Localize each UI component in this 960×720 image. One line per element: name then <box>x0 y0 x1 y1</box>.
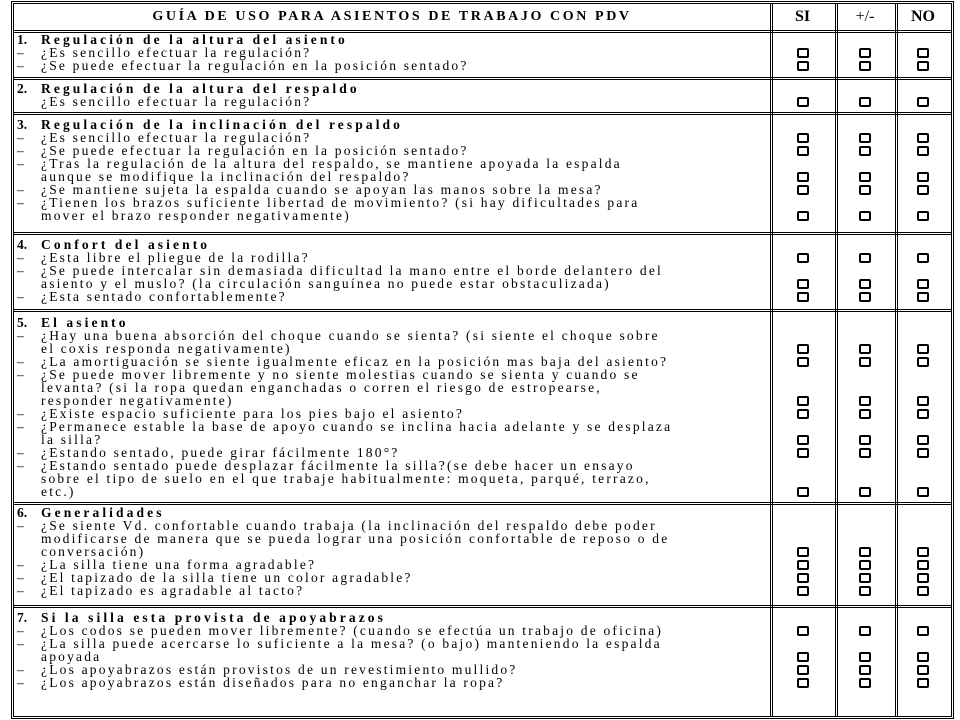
checkbox-no[interactable] <box>917 665 929 675</box>
answer-cell-si <box>770 433 835 446</box>
checkbox-mid[interactable] <box>859 97 871 107</box>
checkbox-si[interactable] <box>797 97 809 107</box>
answer-cell-no <box>895 676 951 689</box>
answer-cell-si <box>770 59 835 72</box>
question-row <box>14 59 951 72</box>
question-line-text: ¿Se mantiene sujeta la espalda cuando se apoyan las manos sobre la mesa? <box>41 182 603 197</box>
dash-bullet: – <box>17 518 24 533</box>
checkbox-no[interactable] <box>917 61 929 71</box>
answer-cell-no <box>895 277 951 290</box>
checkbox-no[interactable] <box>917 547 929 557</box>
answer-cell-mid <box>835 650 895 663</box>
answer-cell-no <box>895 59 951 72</box>
answer-cell-mid <box>835 446 895 459</box>
answer-cell-no <box>895 342 951 355</box>
question-line <box>14 290 770 303</box>
question-text <box>14 637 770 663</box>
section-title: Confort del asiento <box>41 237 211 252</box>
dash-bullet: – <box>17 445 24 460</box>
question-line-text: ¿Los apoyabrazos están diseñados para no enganchar la ropa? <box>41 675 505 690</box>
column-divider <box>895 4 898 716</box>
section-title: Regulación de la altura del respaldo <box>41 81 360 96</box>
question-text <box>14 290 770 303</box>
question-line-text: modificarse de manera que se pueda lograr una posición confortable de reposo o de <box>41 531 670 546</box>
question-text <box>14 264 770 290</box>
checkbox-no[interactable] <box>917 279 929 289</box>
question-text <box>14 157 770 183</box>
question-line-text: ¿Permanece estable la base de apoyo cuando se inclina hacia adelante y se desplaza <box>41 419 673 434</box>
answer-cell-mid <box>835 95 895 108</box>
section-number: 2. <box>17 81 28 96</box>
checkbox-no[interactable] <box>917 586 929 596</box>
section-number: 6. <box>17 505 28 520</box>
answer-cell-si <box>770 407 835 420</box>
checkbox-no[interactable] <box>917 172 929 182</box>
checkbox-mid[interactable] <box>859 48 871 58</box>
answer-cell-si <box>770 584 835 597</box>
dash-bullet: – <box>17 636 24 651</box>
checkbox-no[interactable] <box>917 48 929 58</box>
checkbox-si[interactable] <box>797 678 809 688</box>
answer-cell-si <box>770 46 835 59</box>
checkbox-mid[interactable] <box>859 146 871 156</box>
checkbox-mid[interactable] <box>859 185 871 195</box>
answer-cell-mid <box>835 485 895 498</box>
column-divider <box>835 4 838 716</box>
answer-cell-mid <box>835 183 895 196</box>
question-line-text: etc.) <box>41 484 76 499</box>
question-line-text: ¿La silla tiene una forma agradable? <box>41 557 317 572</box>
question-text <box>14 368 770 407</box>
checkbox-si[interactable] <box>797 133 809 143</box>
checkbox-mid[interactable] <box>859 487 871 497</box>
answer-cell-no <box>895 446 951 459</box>
answer-cell-mid <box>835 46 895 59</box>
answer-cell-mid <box>835 290 895 303</box>
question-line-text: ¿Se siente Vd. confortable cuando trabaja (la inclinación del respaldo debe poder <box>41 518 657 533</box>
checkbox-si[interactable] <box>797 487 809 497</box>
answer-cell-no <box>895 251 951 264</box>
checkbox-no[interactable] <box>917 448 929 458</box>
dash-bullet: – <box>17 130 24 145</box>
checkbox-no[interactable] <box>917 133 929 143</box>
section-number: 7. <box>17 610 28 625</box>
question-line <box>14 676 770 689</box>
dash-bullet: – <box>17 557 24 572</box>
question-line-text: asiento y el muslo? (la circulación sanguínea no puede estar obstaculizada) <box>41 276 611 291</box>
checkbox-mid[interactable] <box>859 211 871 221</box>
answer-cell-si <box>770 290 835 303</box>
checkbox-mid[interactable] <box>859 652 871 662</box>
answer-cell-mid <box>835 170 895 183</box>
checkbox-mid[interactable] <box>859 586 871 596</box>
question-row <box>14 584 951 597</box>
checkbox-si[interactable] <box>797 448 809 458</box>
question-row <box>14 368 951 407</box>
answer-cell-no <box>895 46 951 59</box>
section-1 <box>14 33 951 80</box>
checkbox-si[interactable] <box>797 586 809 596</box>
checkbox-si[interactable] <box>797 547 809 557</box>
column-header-mid: +/- <box>855 8 875 25</box>
answer-cell-mid <box>835 59 895 72</box>
dash-bullet: – <box>17 328 24 343</box>
answer-cell-si <box>770 355 835 368</box>
checkbox-mid[interactable] <box>859 344 871 354</box>
answer-cell-mid <box>835 584 895 597</box>
answer-cell-no <box>895 95 951 108</box>
dash-bullet: – <box>17 419 24 434</box>
answer-cell-no <box>895 545 951 558</box>
question-line-text: ¿Se puede efectuar la regulación en la posición sentado? <box>41 58 469 73</box>
answer-cell-mid <box>835 251 895 264</box>
checkbox-no[interactable] <box>917 185 929 195</box>
answer-cell-no <box>895 624 951 637</box>
checkbox-si[interactable] <box>797 626 809 636</box>
dash-bullet: – <box>17 367 24 382</box>
answer-cell-si <box>770 170 835 183</box>
answer-cell-no <box>895 584 951 597</box>
section-4 <box>14 235 951 312</box>
question-line-text: ¿Es sencillo efectuar la regulación? <box>41 45 312 60</box>
question-row <box>14 459 951 498</box>
question-line-text: ¿Se puede efectuar la regulación en la posición sentado? <box>41 143 469 158</box>
question-text <box>14 519 770 558</box>
question-line-text: levanta? (si la ropa quedan enganchadas o corren el riesgo de estropearse, <box>41 380 602 395</box>
checkbox-no[interactable] <box>917 292 929 302</box>
section-7 <box>14 608 951 716</box>
checkbox-mid[interactable] <box>859 547 871 557</box>
form-title: GUÍA DE USO PARA ASIENTOS DE TRABAJO CON PDV <box>152 9 632 24</box>
checkbox-mid[interactable] <box>859 253 871 263</box>
question-line-text: ¿Existe espacio suficiente para los pies bajo el asiento? <box>41 406 465 421</box>
question-text <box>14 95 770 108</box>
line-indent <box>17 485 41 498</box>
answer-cell-mid <box>835 663 895 676</box>
question-line-text: ¿Esta sentado confortablemente? <box>41 289 287 304</box>
checkbox-si[interactable] <box>797 279 809 289</box>
question-text <box>14 676 770 689</box>
question-line-text: ¿Es sencillo efectuar la regulación? <box>41 130 312 145</box>
checkbox-si[interactable] <box>797 253 809 263</box>
checkbox-si[interactable] <box>797 61 809 71</box>
answer-cell-no <box>895 663 951 676</box>
dash-bullet: – <box>17 675 24 690</box>
answer-cell-mid <box>835 676 895 689</box>
answer-cell-si <box>770 545 835 558</box>
answer-cell-si <box>770 485 835 498</box>
question-line-text: ¿Se puede mover libremente y no siente molestias cuando se sienta y cuando se <box>41 367 640 382</box>
answer-cell-mid <box>835 131 895 144</box>
answer-cell-si <box>770 663 835 676</box>
answer-cell-mid <box>835 342 895 355</box>
dash-bullet: – <box>17 406 24 421</box>
answer-cell-no <box>895 433 951 446</box>
answer-cell-mid <box>835 433 895 446</box>
question-line-text: aunque se modifique la inclinación del respaldo? <box>41 169 411 184</box>
answer-cell-mid <box>835 545 895 558</box>
question-line-text: ¿Los apoyabrazos están provistos de un revestimiento mullido? <box>41 662 518 677</box>
dash-bullet: – <box>17 583 24 598</box>
question-line <box>14 584 770 597</box>
answer-cell-mid <box>835 355 895 368</box>
question-line-text: ¿La silla puede acercarse lo suficiente a la mesa? (o bajo) manteniendo la espalda <box>41 636 662 651</box>
section-number: 1. <box>17 33 28 47</box>
line-indent <box>17 209 41 222</box>
checkbox-no[interactable] <box>917 97 929 107</box>
checkbox-si[interactable] <box>797 560 809 570</box>
checklist-body <box>14 33 951 716</box>
answer-cell-no <box>895 650 951 663</box>
answer-cell-no <box>895 571 951 584</box>
line-indent <box>17 532 41 545</box>
question-line <box>14 485 770 498</box>
checkbox-mid[interactable] <box>859 133 871 143</box>
dash-bullet: – <box>17 58 24 73</box>
answer-cell-si <box>770 394 835 407</box>
question-row <box>14 196 951 222</box>
checkbox-mid[interactable] <box>859 396 871 406</box>
column-header-si: SI <box>794 8 811 25</box>
section-2 <box>14 80 951 115</box>
question-line-text: ¿Tras la regulación de la altura del respaldo, se mantiene apoyada la espalda <box>41 156 622 171</box>
answer-cell-mid <box>835 394 895 407</box>
checkbox-mid[interactable] <box>859 665 871 675</box>
checkbox-no[interactable] <box>917 487 929 497</box>
question-text <box>14 196 770 222</box>
question-row <box>14 290 951 303</box>
question-line-text: ¿Tienen los brazos suficiente libertad de movimiento? (si hay dificultades para <box>41 195 640 210</box>
checkbox-mid[interactable] <box>859 409 871 419</box>
checkbox-mid[interactable] <box>859 448 871 458</box>
answer-cell-no <box>895 209 951 222</box>
question-row <box>14 95 951 108</box>
section-6 <box>14 505 951 608</box>
answer-cell-no <box>895 170 951 183</box>
section-number: 5. <box>17 315 28 330</box>
checkbox-mid[interactable] <box>859 560 871 570</box>
question-text <box>14 420 770 446</box>
question-line <box>14 59 770 72</box>
checkbox-mid[interactable] <box>859 435 871 445</box>
checkbox-si[interactable] <box>797 409 809 419</box>
dash-bullet: – <box>17 354 24 369</box>
question-row <box>14 519 951 558</box>
dash-bullet: – <box>17 623 24 638</box>
checkbox-si[interactable] <box>797 172 809 182</box>
dash-bullet: – <box>17 458 24 473</box>
question-row <box>14 676 951 689</box>
form-sheet <box>11 1 954 719</box>
dash-bullet: – <box>17 156 24 171</box>
section-title: El asiento <box>41 315 129 330</box>
checkbox-no[interactable] <box>917 678 929 688</box>
section-5 <box>14 312 951 505</box>
answer-cell-no <box>895 144 951 157</box>
checkbox-no[interactable] <box>917 626 929 636</box>
checkbox-mid[interactable] <box>859 279 871 289</box>
question-text <box>14 59 770 72</box>
checkbox-no[interactable] <box>917 573 929 583</box>
answer-cell-mid <box>835 571 895 584</box>
section-number: 4. <box>17 237 28 252</box>
checkbox-mid[interactable] <box>859 626 871 636</box>
line-indent <box>17 95 41 108</box>
section-number: 3. <box>17 117 28 132</box>
checkbox-no[interactable] <box>917 435 929 445</box>
question-line-text: ¿Los codos se pueden mover libremente? (cuando se efectúa un trabajo de oficina) <box>41 623 664 638</box>
question-line-text: apoyada <box>41 649 102 664</box>
question-row <box>14 157 951 183</box>
answer-cell-si <box>770 277 835 290</box>
dash-bullet: – <box>17 662 24 677</box>
checkbox-no[interactable] <box>917 409 929 419</box>
checkbox-si[interactable] <box>797 357 809 367</box>
checkbox-si[interactable] <box>797 665 809 675</box>
answer-cell-mid <box>835 407 895 420</box>
form-header <box>14 4 951 33</box>
answer-cell-no <box>895 558 951 571</box>
question-line-text: ¿Esta libre el pliegue de la rodilla? <box>41 250 310 265</box>
checkbox-si[interactable] <box>797 146 809 156</box>
checkbox-no[interactable] <box>917 357 929 367</box>
answer-cell-mid <box>835 277 895 290</box>
checkbox-si[interactable] <box>797 396 809 406</box>
answer-cell-si <box>770 342 835 355</box>
answer-cell-no <box>895 394 951 407</box>
question-line-text: ¿Se puede intercalar sin demasiada dificultad la mano entre el borde delantero del <box>41 263 663 278</box>
line-indent <box>17 381 41 394</box>
checkbox-si[interactable] <box>797 48 809 58</box>
dash-bullet: – <box>17 570 24 585</box>
section-3 <box>14 115 951 235</box>
section-title: Regulación de la inclinación del respaldo <box>41 117 403 132</box>
question-line-text: ¿El tapizado es agradable al tacto? <box>41 583 305 598</box>
checkbox-mid[interactable] <box>859 292 871 302</box>
answer-cell-no <box>895 355 951 368</box>
question-line <box>14 95 770 108</box>
dash-bullet: – <box>17 45 24 60</box>
checkbox-si[interactable] <box>797 652 809 662</box>
question-line-text: ¿La amortiguación se siente igualmente eficaz en la posición mas baja del asiento? <box>41 354 669 369</box>
dash-bullet: – <box>17 250 24 265</box>
column-divider <box>770 4 773 716</box>
answer-cell-si <box>770 131 835 144</box>
question-row <box>14 264 951 290</box>
answer-cell-mid <box>835 558 895 571</box>
checkbox-mid[interactable] <box>859 172 871 182</box>
answer-cell-no <box>895 183 951 196</box>
answer-cell-no <box>895 407 951 420</box>
checkbox-si[interactable] <box>797 573 809 583</box>
question-line-text: conversación) <box>41 544 146 559</box>
checkbox-no[interactable] <box>917 211 929 221</box>
question-line-text: ¿Estando sentado puede desplazar fácilmente la silla?(se debe hacer un ensayo <box>41 458 635 473</box>
question-line <box>14 209 770 222</box>
answer-cell-mid <box>835 209 895 222</box>
checkbox-si[interactable] <box>797 344 809 354</box>
dash-bullet: – <box>17 195 24 210</box>
checkbox-no[interactable] <box>917 652 929 662</box>
question-text <box>14 329 770 355</box>
answer-cell-no <box>895 131 951 144</box>
checkbox-si[interactable] <box>797 435 809 445</box>
question-line-text: mover el brazo responder negativamente) <box>41 208 351 223</box>
question-line-text: responder negativamente) <box>41 393 234 408</box>
dash-bullet: – <box>17 182 24 197</box>
checkbox-no[interactable] <box>917 344 929 354</box>
checkbox-no[interactable] <box>917 253 929 263</box>
checkbox-mid[interactable] <box>859 678 871 688</box>
answer-cell-si <box>770 144 835 157</box>
answer-cell-si <box>770 676 835 689</box>
dash-bullet: – <box>17 289 24 304</box>
answer-cell-no <box>895 290 951 303</box>
answer-cell-si <box>770 95 835 108</box>
question-line-text: sobre el tipo de suelo en el que trabaje habitualmente: moqueta, parqué, terrazo, <box>41 471 651 486</box>
section-title: Regulación de la altura del asiento <box>41 33 348 47</box>
answer-cell-no <box>895 485 951 498</box>
answer-cell-si <box>770 183 835 196</box>
checkbox-si[interactable] <box>797 292 809 302</box>
dash-bullet: – <box>17 143 24 158</box>
checkbox-mid[interactable] <box>859 357 871 367</box>
question-row <box>14 637 951 663</box>
answer-cell-si <box>770 251 835 264</box>
question-line-text: ¿Estando sentado, puede girar fácilmente 180°? <box>41 445 400 460</box>
checkbox-no[interactable] <box>917 560 929 570</box>
checkbox-si[interactable] <box>797 211 809 221</box>
question-line-text: la silla? <box>41 432 103 447</box>
answer-cell-si <box>770 446 835 459</box>
question-line-text: ¿El tapizado de la silla tiene un color agradable? <box>41 570 413 585</box>
answer-cell-si <box>770 571 835 584</box>
dash-bullet: – <box>17 263 24 278</box>
line-indent <box>17 472 41 485</box>
question-line <box>14 472 770 485</box>
question-line-text: el coxis responda negativamente) <box>41 341 292 356</box>
answer-cell-si <box>770 209 835 222</box>
question-row <box>14 420 951 446</box>
column-header-no: NO <box>911 8 935 25</box>
section-title: Generalidades <box>41 505 165 520</box>
question-row <box>14 329 951 355</box>
answer-cell-si <box>770 624 835 637</box>
question-line-text: ¿Es sencillo efectuar la regulación? <box>41 94 312 109</box>
question-line <box>14 637 770 650</box>
answer-cell-mid <box>835 144 895 157</box>
checkbox-si[interactable] <box>797 185 809 195</box>
answer-cell-mid <box>835 624 895 637</box>
answer-cell-si <box>770 558 835 571</box>
checkbox-no[interactable] <box>917 396 929 406</box>
question-line <box>14 420 770 433</box>
question-text <box>14 459 770 498</box>
section-title: Si la silla esta provista de apoyabrazos <box>41 610 387 625</box>
checkbox-no[interactable] <box>917 146 929 156</box>
checkbox-mid[interactable] <box>859 61 871 71</box>
answer-cell-si <box>770 650 835 663</box>
question-text <box>14 584 770 597</box>
checkbox-mid[interactable] <box>859 573 871 583</box>
question-line-text: ¿Hay una buena absorción del choque cuando se sienta? (si siente el choque sobre <box>41 328 660 343</box>
